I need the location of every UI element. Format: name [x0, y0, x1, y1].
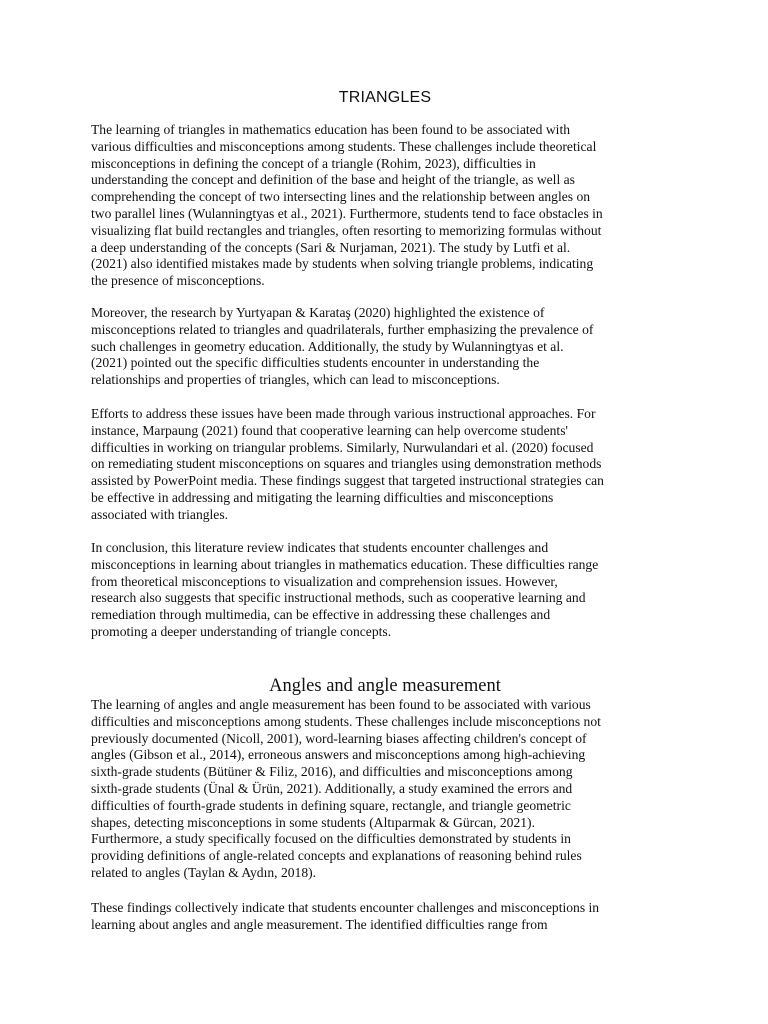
paragraph: The learning of triangles in mathematics education has been found to be associated with various difficulties and misconceptions among students. These challenges include theoretical misconceptions in defining the concept of a triangle (Rohim, 2023), difficulties in understanding the concept and definition of the base and height of the triangle, as well as comprehending the concept of two intersecting lines and the relationship between angles on two parallel lines (Wulanningtyas et al., 2021). Furthermore, students tend to face obstacles in visualizing flat build rectangles and triangles, often resorting to memorizing formulas without a deep understanding of the concepts (Sari & Nurjaman, 2021). The study by Lutfi et al. (2021) also identified mistakes made by students when solving triangle problems, indicating the presence of misconceptions. [91, 122, 603, 289]
paragraph: In conclusion, this literature review indicates that students encounter challenges and misconceptions in learning about triangles in mathematics education. These difficulties range from theoretical misconceptions to visualization and comprehension issues. However, research also suggests that specific instructional methods, such as cooperative learning and remediation through multimedia, can be effective in addressing these challenges and promoting a deeper understanding of triangle concepts. [91, 540, 599, 639]
paragraph: Efforts to address these issues have been made through various instructional approaches. For instance, Marpaung (2021) found that cooperative learning can help overcome students' difficulties in working on triangular problems. Similarly, Nurwulandari et al. (2020) focused on remediating student misconceptions on squares and triangles using demonstration methods assisted by PowerPoint media. These findings suggest that targeted instructional strategies can be effective in addressing and mitigating the learning difficulties and misconceptions associated with triangles. [91, 406, 604, 522]
section-heading-triangles: TRIANGLES [338, 89, 432, 106]
paragraph: The learning of angles and angle measurement has been found to be associated with various difficulties and misconceptions among students. These challenges include misconceptions not previously documented (Nicoll, 2001), word-learning biases affecting children's concept of angles (Gibson et al., 2014), erroneous answers and misconceptions among high-achieving sixth-grade students (Bütüner & Filiz, 2016), and difficulties and misconceptions among sixth-grade students (Ünal & Ürün, 2021). Additionally, a study examined the errors and difficulties of fourth-grade students in defining square, rectangle, and triangle geometric shapes, detecting misconceptions in some students (Altıparmak & Gürcan, 2021). Furthermore, a study specifically focused on the difficulties demonstrated by students in providing definitions of angle-related concepts and explanations of reasoning behind rules related to angles (Taylan & Aydın, 2018). [91, 697, 601, 880]
paragraph: These findings collectively indicate that students encounter challenges and misconceptions in learning about angles and angle measurement. The identified difficulties range from [91, 900, 600, 932]
paragraph: Moreover, the research by Yurtyapan & Karataş (2020) highlighted the existence of misconceptions related to triangles and quadrilaterals, further emphasizing the prevalence of such challenges in geometry education. Additionally, the study by Wulanningtyas et al. (2021) pointed out the specific difficulties students encounter in understanding the relationships and properties of triangles, which can lead to misconceptions. [91, 305, 594, 388]
section-heading-angles: Angles and angle measurement [269, 676, 501, 696]
